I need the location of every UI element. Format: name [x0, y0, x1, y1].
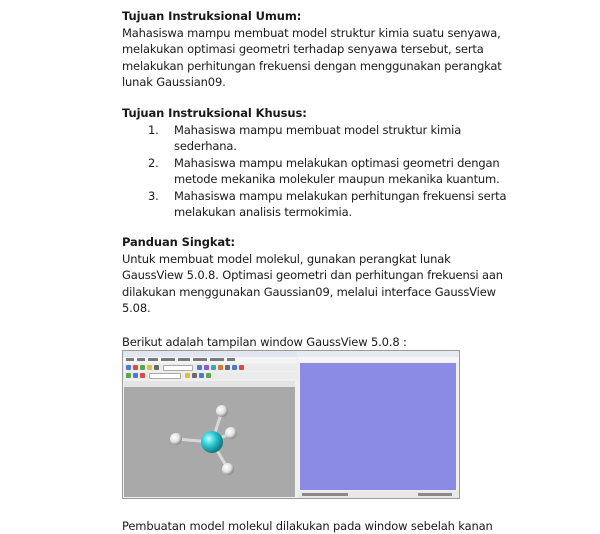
text-line: lunak Gaussian09.: [122, 74, 226, 89]
list-number: 3.: [148, 189, 159, 203]
text-line: dilakukan menggunakan Gaussian09, melalui interface GaussView: [122, 284, 496, 299]
list-number: 1.: [148, 123, 159, 137]
text-line: sederhana.: [174, 139, 237, 154]
molecule-builder-viewport: [124, 387, 295, 497]
figure-caption: Berikut adalah tampilan window GaussView 5.0.8 :: [122, 335, 407, 349]
text-line: Mahasiswa mampu membuat model struktur kimia suatu senyawa,: [122, 26, 501, 40]
text-line: melakukan perhitungan frekuensi dengan menggunakan perangkat: [122, 58, 502, 73]
text-line: melakukan optimasi geometri terhadap senyawa tersebut, serta: [122, 42, 484, 57]
text-line: melakukan analisis termokimia.: [174, 205, 352, 220]
molecule-viewer-viewport: [300, 363, 456, 490]
menu-bar: [298, 357, 459, 362]
text-line: 5.08.: [122, 300, 151, 315]
heading-tujuan-umum: Tujuan Instruksional Umum:: [122, 9, 302, 23]
list-number: 2.: [148, 156, 159, 170]
methane-molecule-icon: [124, 387, 295, 497]
paragraph-panduan: [122, 251, 520, 316]
heading-tujuan-khusus: Tujuan Instruksional Khusus:: [122, 106, 307, 120]
gaussview-main-window: [123, 351, 297, 498]
text-line: Mahasiswa mampu melakukan optimasi geometri dengan: [174, 156, 500, 170]
paragraph-bottom: Pembuatan model molekul dilakukan pada window sebelah kanan: [122, 519, 493, 533]
text-line: metode mekanika molekuler maupun mekanika kuantum.: [174, 172, 500, 187]
text-line: Untuk membuat model molekul, gunakan perangkat lunak: [122, 252, 451, 266]
text-line: GaussView 5.0.8. Optimasi geometri dan perhitungan frekuensi aan: [122, 268, 503, 283]
gaussview-viewer-window: [298, 351, 459, 498]
text-line: Mahasiswa mampu melakukan perhitungan frekuensi serta: [174, 189, 507, 203]
text-line: Mahasiswa mampu membuat model struktur kimia: [174, 123, 462, 137]
gaussview-screenshot: [122, 350, 460, 499]
paragraph-tujuan-umum: [122, 25, 520, 90]
heading-panduan-singkat: Panduan Singkat:: [122, 235, 235, 249]
